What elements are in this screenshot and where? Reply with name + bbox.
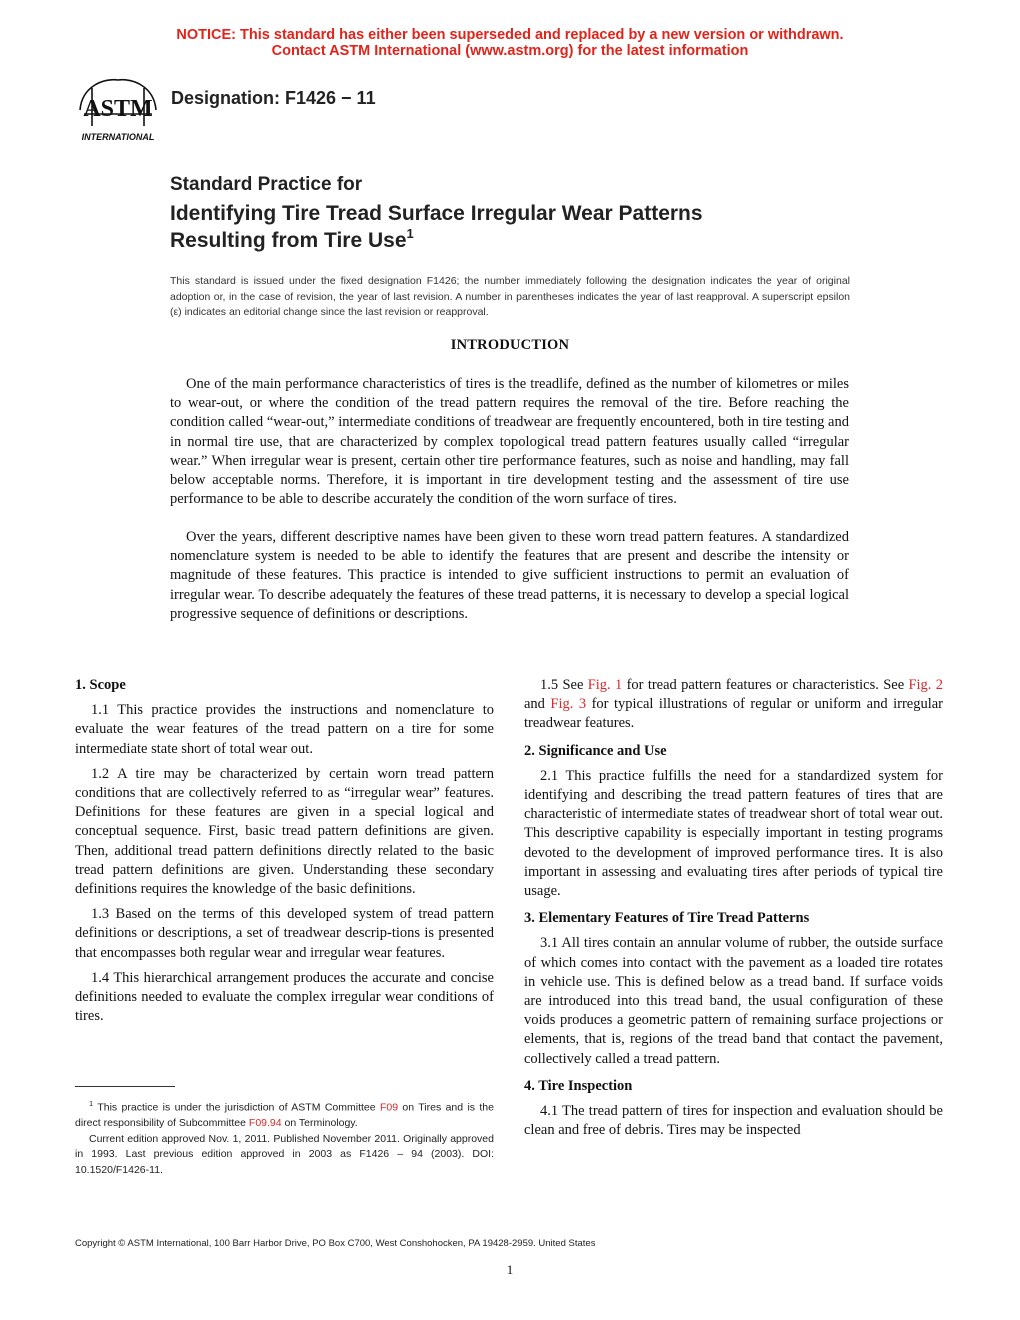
scope-1-1: 1.1 This practice provides the instructions and nomenclature to evaluate the wear features of the tread pattern on a tire for some intermediate state short of total wear out. xyxy=(75,702,494,757)
significance-2-1: 2.1 This practice fulfills the need for a standardized system for identifying and describing the tread pattern features of tires that are characteristic of intermediate states of treadwear short of total wear out. This descriptive capability is especially important in testing programs devoted to the development of improved performance tires. It is also important in assessing and evaluating tires after periods of typical tire usage. xyxy=(524,767,943,900)
footnote-jurisdiction xyxy=(75,1096,494,1132)
scope-1-5-text-a: 1.5 See xyxy=(540,677,588,693)
notice-line-1: NOTICE: This standard has either been superseded and replaced by a new version or withdrawn. xyxy=(176,27,844,43)
title-line-2: Identifying Tire Tread Surface Irregular Wear Patterns xyxy=(170,202,703,225)
introduction-paragraph-2: Over the years, different descriptive names have been given to these worn tread pattern features. A standardized nomenclature system is needed to be able to identify the features that are present and describe the intensity or magnitude of these features. This practice is intended to give sufficient instructions to permit an evaluation of irregular wear. To describe adequately the features of these tread patterns, it is necessary to develop a special logical progressive sequence of definitions or descriptions. xyxy=(170,529,849,622)
footnote-link-f0994[interactable]: F09.94 xyxy=(248,1117,282,1130)
page-number: 1 xyxy=(506,1262,514,1277)
scope-1-2: 1.2 A tire may be characterized by certain worn tread pattern conditions that are collectively referred to as “irregular wear” features. Definitions for these features are given in a special logical and conceptual sequence. First, basic tread pattern definitions are given. Then, additional tread pattern definitions directly related to the basic tread pattern definitions are given. Understanding these secondary definitions requires the knowledge of the basic definitions. xyxy=(75,765,494,898)
logo-text: ASTM xyxy=(83,96,153,122)
title-footnote-mark: 1 xyxy=(406,226,414,241)
scope-1-3: 1.3 Based on the terms of this developed system of tread pattern definitions or descriptions, a set of treadwear descrip-tions is presented that encompasses both regular wear and irregular wear features. xyxy=(75,906,494,961)
inspection-heading: 4. Tire Inspection xyxy=(524,1077,633,1094)
scope-1-5 xyxy=(524,676,943,734)
elementary-3-1: 3.1 All tires contain an annular volume of rubber, the outside surface of which comes into contact with the pavement as a loaded tire rotates in vehicle use. This is defined below as a tread band. If surface voids are introduced into this tread band, the usual configuration of these voids produces a geometric pattern of remaining surface projections or elements, that is, regions of the tread band that contact the pavement, collectively called a tread pattern. xyxy=(524,935,943,1067)
notice-line-2: Contact ASTM International (www.astm.org) for the latest information xyxy=(271,43,749,59)
inspection-4-1: 4.1 The tread pattern of tires for inspection and evaluation should be clean and free of debris. Tires may be inspected xyxy=(524,1103,943,1139)
title-line-3: Resulting from Tire Use xyxy=(170,229,407,252)
scope-1-5-text-d: for typical illustrations of regular or uniform and irregular treadwear features. xyxy=(524,696,944,732)
fig-1-link[interactable]: Fig. 1 xyxy=(587,677,623,693)
footnote-text-c: on Terminology. xyxy=(281,1117,358,1130)
footnote-text-a: This practice is under the jurisdiction of ASTM Committee xyxy=(93,1101,380,1114)
astm-logo xyxy=(70,76,166,144)
introduction-heading: INTRODUCTION xyxy=(450,337,570,353)
fig-2-link[interactable]: Fig. 2 xyxy=(908,677,944,693)
logo-subtext: INTERNATIONAL xyxy=(81,132,155,142)
title-line-1: Standard Practice for xyxy=(170,174,363,195)
elementary-heading: 3. Elementary Features of Tire Tread Patterns xyxy=(524,910,810,927)
title-main xyxy=(170,200,703,254)
significance-heading: 2. Significance and Use xyxy=(524,742,667,759)
footnote-link-f09[interactable]: F09 xyxy=(379,1101,399,1114)
footnote-edition: Current edition approved Nov. 1, 2011. Published November 2011. Originally approved in 1993. Last previous edition approved in 2003 as F1426 – 94 (2003). DOI: 10.1520/F1426-11. xyxy=(75,1132,494,1176)
footnote-text-b: on Tires and is the direct responsibility of Subcommittee xyxy=(75,1101,494,1130)
right-column xyxy=(524,676,943,1140)
copyright: Copyright © ASTM International, 100 Barr Harbor Drive, PO Box C700, West Conshohocken, PA 19428-2959. United States xyxy=(75,1238,596,1249)
title-line-3-wrap xyxy=(170,227,703,254)
scope-1-4: 1.4 This hierarchical arrangement produces the accurate and concise definitions needed to evaluate the complex irregular wear conditions of tires. xyxy=(75,969,494,1025)
scope-1-5-text-b: for tread pattern features or characteristics. See xyxy=(622,677,909,693)
scope-1-5-text-c: and xyxy=(524,696,551,713)
left-column xyxy=(75,676,494,1026)
fig-3-link[interactable]: Fig. 3 xyxy=(550,696,587,713)
designation: Designation: F1426 − 11 xyxy=(171,88,376,108)
issued-note: This standard is issued under the fixed designation F1426; the number immediately following the designation indicates the year of original adoption or, in the case of revision, the year of last revision. A number in parentheses indicates the year of last reapproval. A superscript epsilon (ε) indicates an editorial change since the last revision or reapproval. xyxy=(170,275,850,318)
introduction-paragraph-1: One of the main performance characteristics of tires is the treadlife, defined as the number of kilometres or miles to wear-out, or where the condition of the tread pattern requires the removal of the tire. Before reaching the condition called “wear-out,” intermediate conditions of treadwear are frequently encountered, both in tire testing and in normal tire use, that are characterized by complex topological tread pattern features usually called “irregular wear.” When irregular wear is present, certain other tire performance features, such as noise and handling, may fall below acceptable norms. Therefore, it is important in tire development testing and the assessment of tire use performance to be able to describe accurately the condition of the worn surface of tires. xyxy=(170,376,849,508)
footnote xyxy=(75,1096,494,1178)
footnote-mark: 1 xyxy=(89,1099,94,1108)
scope-heading: 1. Scope xyxy=(75,677,126,693)
footnote-rule xyxy=(75,1086,175,1087)
